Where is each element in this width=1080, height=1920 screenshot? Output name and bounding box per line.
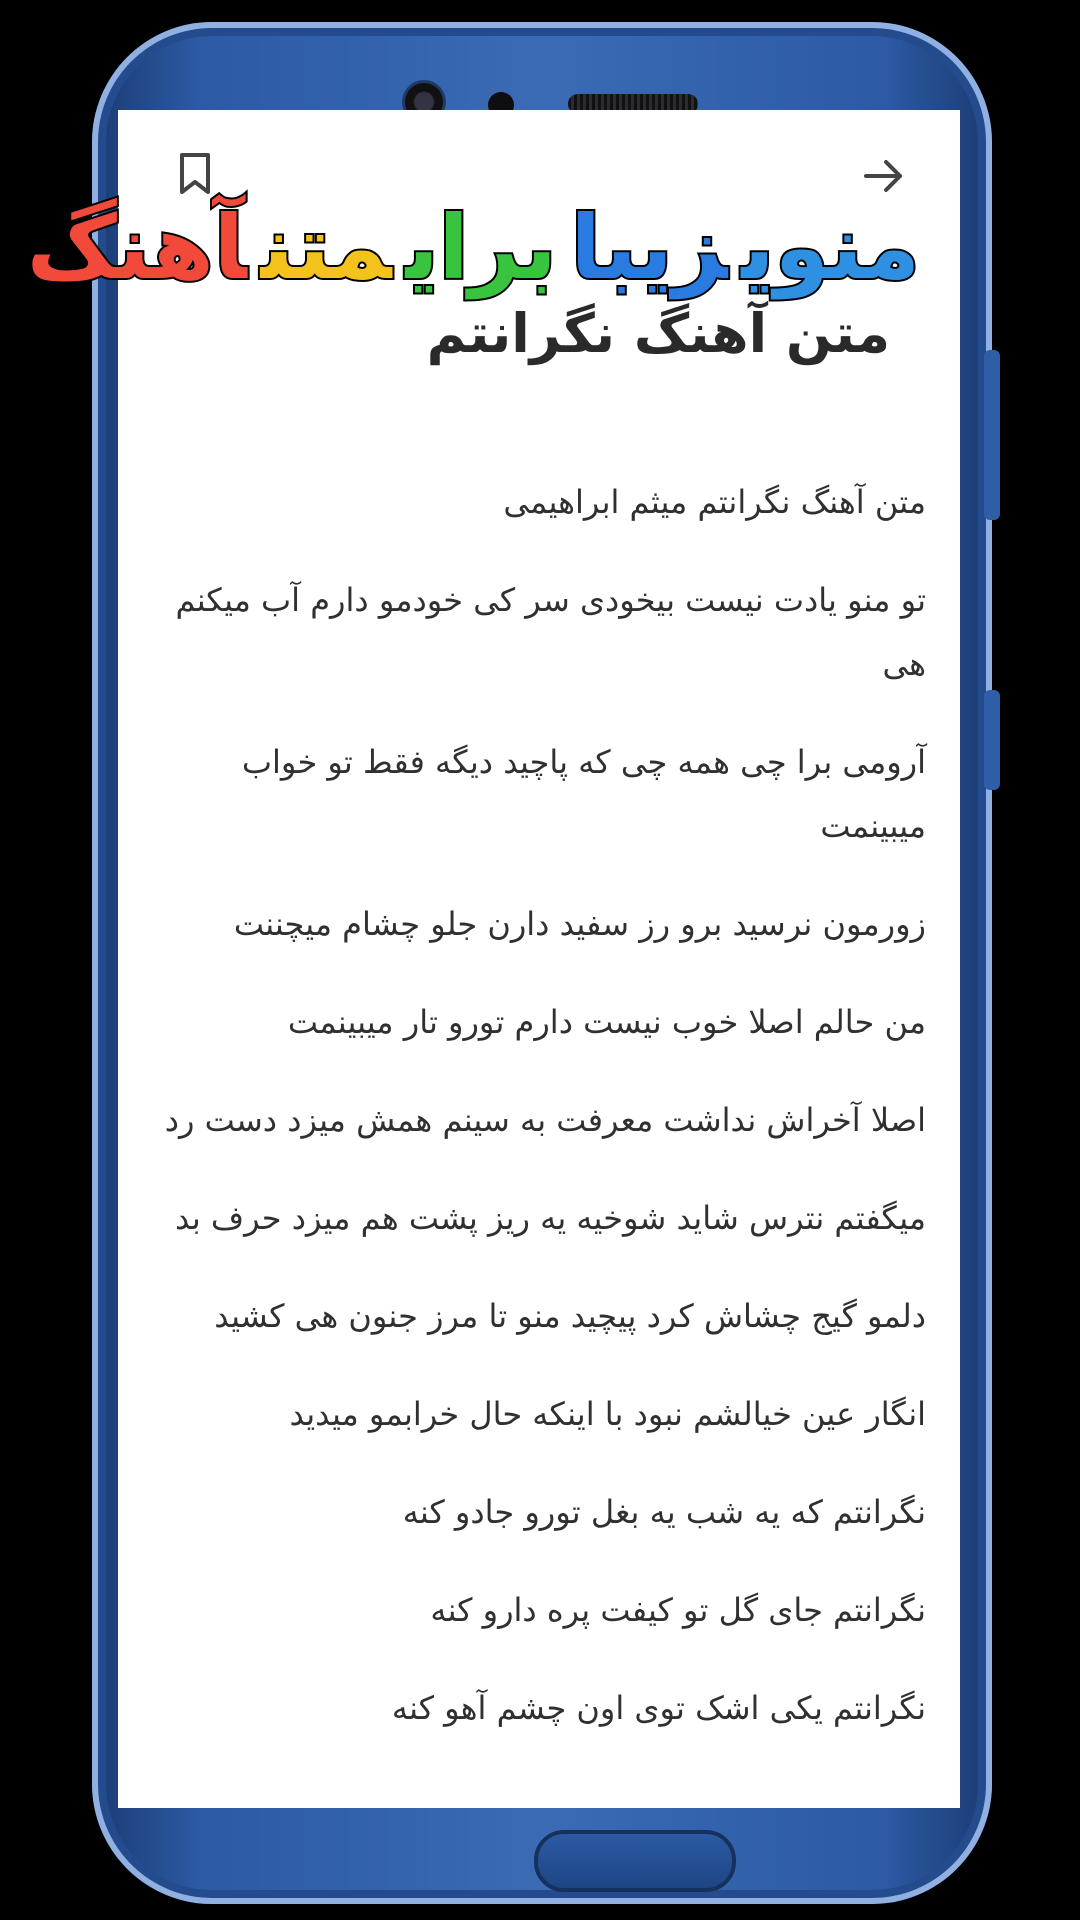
lyric-line: متن آهنگ نگرانتم میثم ابراهیمی	[503, 483, 926, 521]
lyric-line: اصلا آخراش نداشت معرفت به سینم همش میزد دست رد	[164, 1101, 926, 1139]
page-title: متن آهنگ نگرانتم	[426, 302, 890, 365]
overlay-word: آهنگ	[26, 196, 247, 299]
app-screen	[118, 110, 960, 1808]
lyric-line: نگرانتم که یه شب یه بغل تورو جادو کنه	[402, 1493, 926, 1531]
lyric-line: میگفتم نترس شاید شوخیه یه ریز پشت هم میزد حرف بد	[175, 1199, 926, 1237]
overlay-word: زیبا	[570, 196, 728, 299]
lyric-line: انگار عین خیالشم نبود با اینکه حال خرابمو میدید	[289, 1395, 926, 1433]
lyric-line: نگرانتم جای گل تو کیفت پره دارو کنه	[430, 1591, 926, 1629]
volume-button[interactable]	[984, 350, 1000, 520]
lyric-line: دلمو گیج چشاش کرد پیچید منو تا مرز جنون هی کشید	[214, 1297, 926, 1335]
lyric-line: من حالم اصلا خوب نیست دارم تورو تار میبینمت	[287, 1003, 926, 1041]
arrow-right-icon[interactable]	[862, 154, 906, 198]
lyrics-body	[158, 470, 926, 1774]
overlay-word: برای	[405, 196, 557, 299]
lyric-line: تو منو یادت نیست بیخودی سر کی خودمو دارم آب میکنم هی	[175, 581, 926, 683]
overlay-word: متن	[260, 196, 392, 299]
overlay-word: منوی	[741, 196, 920, 299]
power-button[interactable]	[984, 690, 1000, 790]
home-button[interactable]	[534, 1830, 736, 1892]
bookmark-icon[interactable]	[178, 152, 212, 196]
lyric-line: نگرانتم یکی اشک توی اون چشم آهو کنه	[391, 1689, 926, 1727]
lyric-line: آرومی برا چی همه چی که پاچید دیگه فقط تو خواب میبینمت	[241, 743, 926, 845]
lyric-line: زورمون نرسید برو رز سفید دارن جلو چشام میچننت	[233, 905, 926, 943]
promo-overlay-title	[26, 196, 920, 299]
